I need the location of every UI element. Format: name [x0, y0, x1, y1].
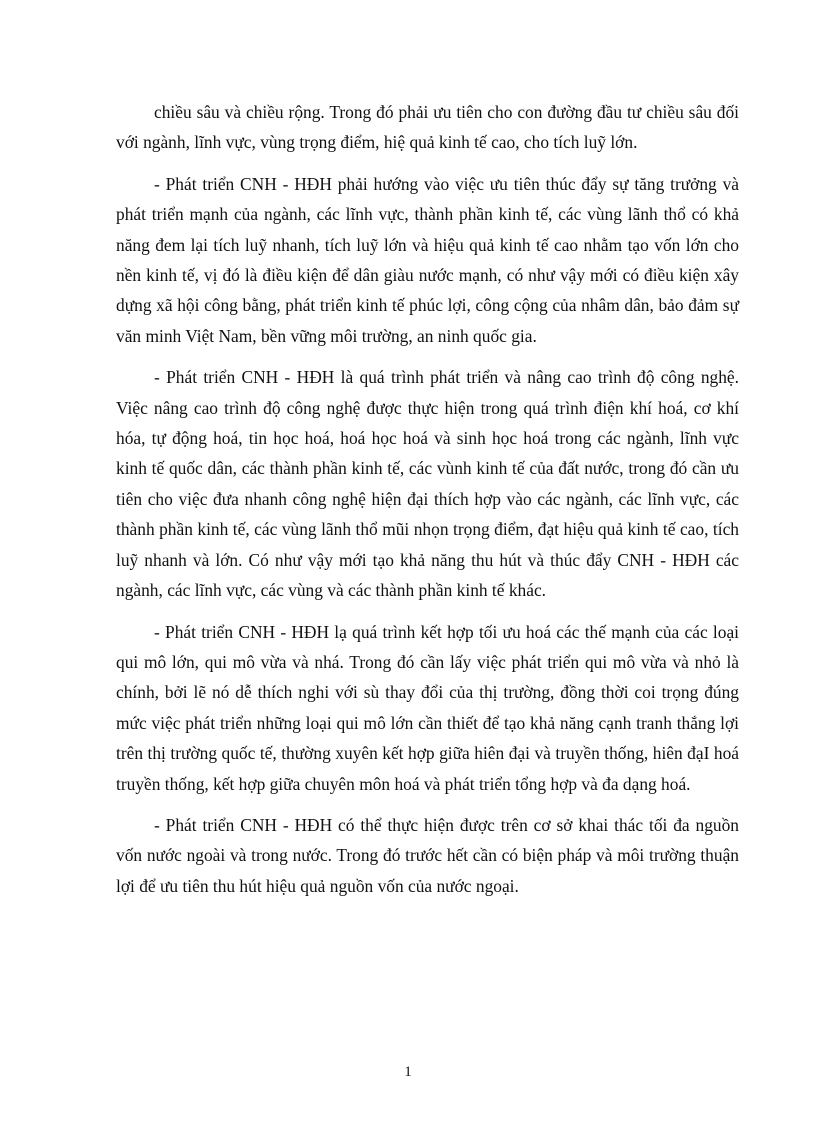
- paragraph-continuation: chiều sâu và chiều rộng. Trong đó phải ưu tiên cho con đường đầu tư chiều sâu đối với ngành, lĩnh vực, vùng trọng điểm, hiệ quả kinh tế cao, cho tích luỹ lớn.: [116, 102, 739, 153]
- paragraph-scale: - Phát triển CNH - HĐH lạ quá trình kết hợp tối ưu hoá các thế mạnh của các loại qui mô lớn, qui mô vừa và nhá. Trong đó cần lấy việc phát triển qui mô vừa và nhỏ là chính, bởi lẽ nó dễ thích nghi với sù thay đổi của thị trường, đồng thời coi trọng đúng mức việc phát triển những loại qui mô lớn cần thiết để tạo khả năng cạnh tranh thắng lợi trên thị trường quốc tế, thường xuyên kết hợp giữa hiên đại và truyền thống, hiên đạI hoá truyền thống, kết hợp giữa chuyên môn hoá và phát triển tổng hợp và đa dạng hoá.: [116, 621, 739, 794]
- paragraph-capital: - Phát triển CNH - HĐH có thể thực hiện được trên cơ sở khai thác tối đa nguồn vốn nước ngoài và trong nước. Trong đó trước hết cần có biện pháp và môi trường thuận lợi để ưu tiên thu hút hiệu quả nguồn vốn của nước ngoại.: [116, 814, 739, 896]
- page-number: 1: [404, 1064, 412, 1080]
- paragraph-technology: - Phát triển CNH - HĐH là quá trình phát triển và nâng cao trình độ công nghệ. Việc nâng cao trình độ công nghệ được thực hiện trong quá trình điện khí hoá, cơ khí hóa, tự động hoá, tin học hoá, hoá học hoá và sinh học hoá trong các ngành, lĩnh vực kinh tế quốc dân, các thành phần kinh tế, các vùnh kinh tế của đất nước, trong đó cần ưu tiên cho việc đưa nhanh công nghệ hiện đại thích hợp vào các ngành, các lĩnh vực, các thành phần kinh tế, các vùng lãnh thổ mũi nhọn trọng điểm, đạt hiệu quả kinh tế cao, tích luỹ nhanh và lớn. Có như vậy mới tạo khả năng thu hút và thúc đẩy CNH - HĐH các ngành, các lĩnh vực, các vùng và các thành phần kinh tế khác.: [116, 367, 739, 601]
- paragraph-priority-growth: - Phát triển CNH - HĐH phải hướng vào việc ưu tiên thúc đẩy sự tăng trưởng và phát triển mạnh của ngành, các lĩnh vực, thành phần kinh tế, các vùng lãnh thổ có khả năng đem lại tích luỹ nhanh, tích luỹ lớn và hiệu quả kinh tế cao nhằm tạo vốn lớn cho nền kinh tế, vị đó là điều kiện để dân giàu nước mạnh, có như vậy mới có điều kiện xây dựng xã hội công bằng, phát triển kinh tế phúc lợi, công cộng của nhâm dân, bảo đảm sự văn minh Việt Nam, bền vững môi trường, an ninh quốc gia.: [116, 173, 739, 346]
